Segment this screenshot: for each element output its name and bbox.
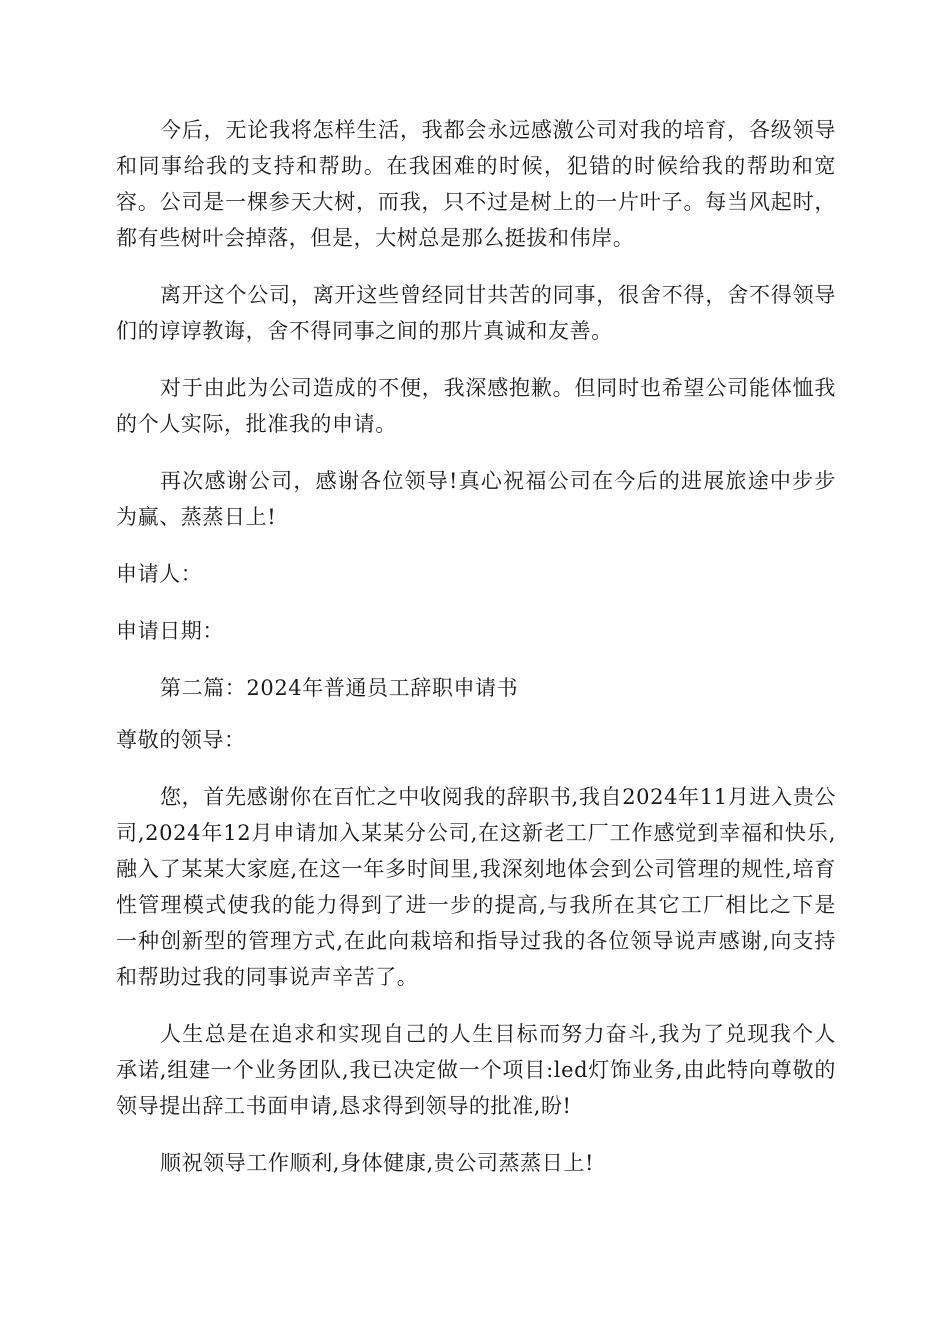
applicant-label: 申请人： [116,562,203,586]
paragraph-reason: 人生总是在追求和实现自己的人生目标而努力奋斗,我为了兑现我个人承诺,组建一个业务团队,我已决定做一个项目:led灯饰业务,由此特向尊敬的领导提出辞工书面申请,恳求得到领导的批准,盼! [116,1022,836,1118]
paragraph-reluctance: 离开这个公司，离开这些曾经同甘共苦的同事，很舍不得，舍不得领导们的谆谆教诲，舍不得同事之间的那片真诚和友善。 [116,283,836,343]
paragraph-closing-wishes: 顺祝领导工作顺利,身体健康,贵公司蒸蒸日上! [160,1151,594,1175]
paragraph-thanks: 再次感谢公司，感谢各位领导!真心祝福公司在今后的进展旅途中步步为赢、蒸蒸日上! [116,469,836,529]
paragraph-introduction: 您，首先感谢你在百忙之中收阅我的辞职书,我自2024年11月进入贵公司,2024年12月申请加入某某分公司,在这新老工厂工作感觉到幸福和快乐,融入了某某大家庭,在这一年多时间里,我深刻地体会到公司管理的规性,培育性管理模式使我的能力得到了进一步的提高,与我所在其它工厂相比之下是一种创新型的管理方式,在此向栽培和指导过我的各位领导说声感谢,向支持和帮助过我的同事说声辛苦了。 [116,785,836,989]
date-label: 申请日期： [116,619,224,643]
paragraph-apology: 对于由此为公司造成的不便，我深感抱歉。但同时也希望公司能体恤我的个人实际，批准我的申请。 [116,376,836,436]
document-body [116,112,836,1202]
salutation: 尊敬的领导： [116,728,246,752]
second-article-title: 第二篇：2024年普通员工辞职申请书 [160,676,519,700]
paragraph-gratitude: 今后，无论我将怎样生活，我都会永远感激公司对我的培育，各级领导和同事给我的支持和帮助。在我困难的时候，犯错的时候给我的帮助和宽容。公司是一棵参天大树，而我，只不过是树上的一片叶子。每当风起时，都有些树叶会掉落，但是，大树总是那么挺拔和伟岸。 [116,118,836,250]
